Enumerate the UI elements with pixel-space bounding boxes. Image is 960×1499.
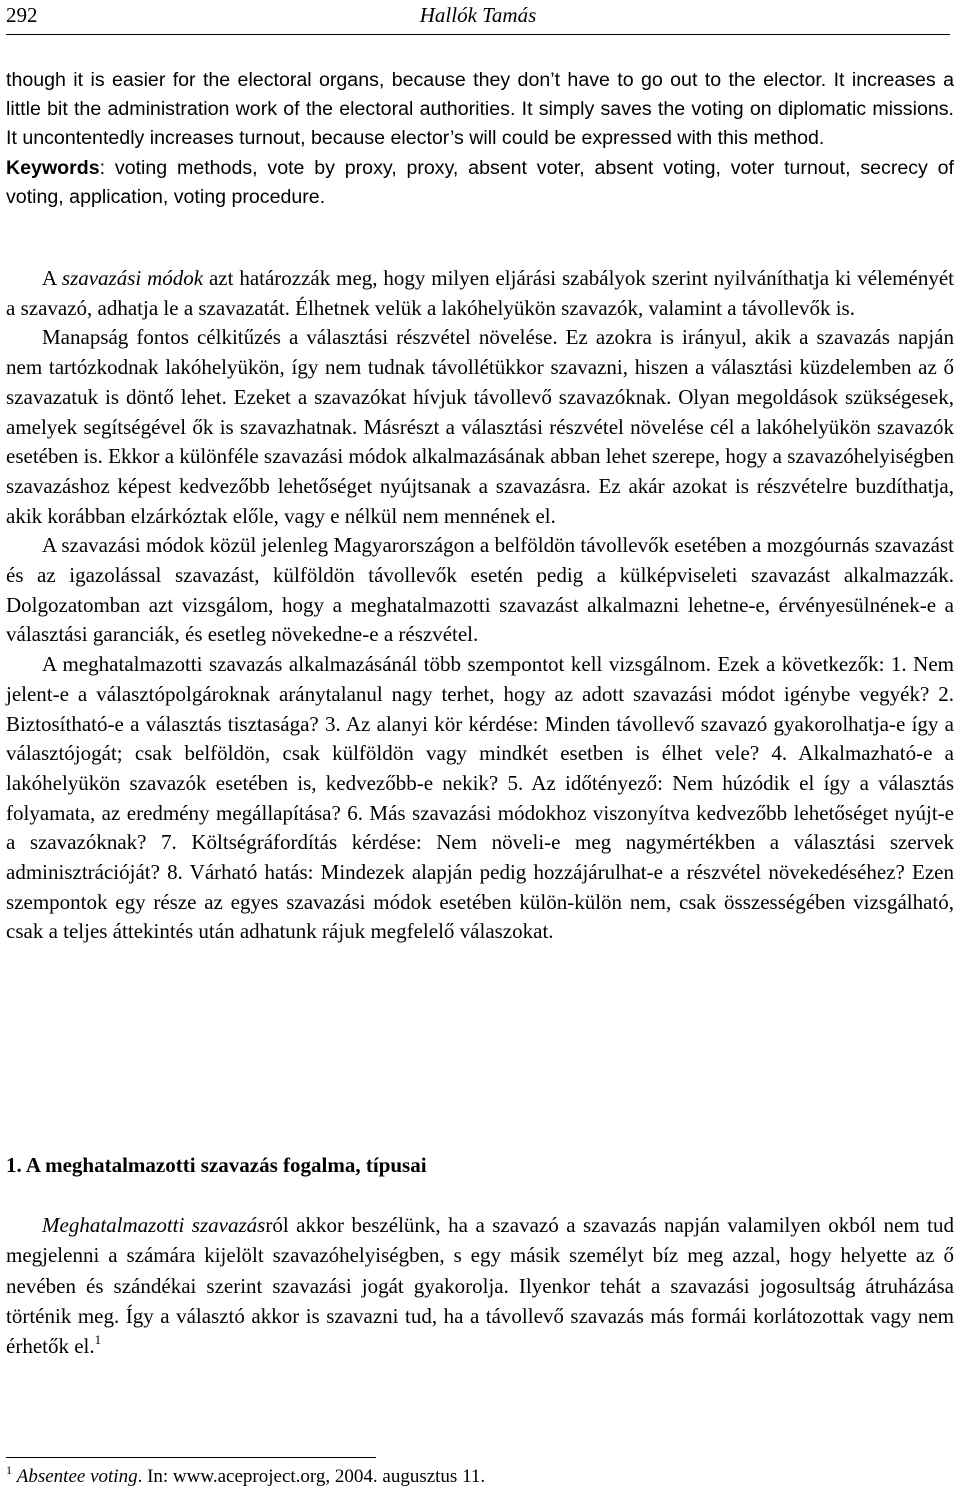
paragraph-4: A meghatalmazotti szavazás alkalmazásánál több szempontot kell vizsgálnom. Ezek a következők: 1. Nem jelent-e a választópolgároknak aránytalanul nagy terhet, hogy az adott szavazási módot igénybe vegyék? 2. Biztosítható-e a választás tisztasága? 3. Az alanyi kör kérdése: Minden távollevő szavazó gyakorolhatja-e így a választójogát; csak belföldön, csak külföldön vagy mindkét esetben is élhet vele? 4. Alkalmazható-e a lakóhelyükön szavazók esetében is, kedvezőbb-e nekik? 5. Az időtényező: Nem húzódik el így a választás folyamata, az eredmény megállapítása? 6. Más szavazási módokhoz viszonyítva kedvezőbb lehetőséget nyújt-e a szavazóknak? 7. Költségráfordítás kérdése: Nem növeli-e meg nagymértékben a választási szervek adminisztrációját? 8. Várható hatás: Mindezek alapján pedig hozzájárulhat-e a részvétel növekedéséhez? Ezen szempontok egy része az egyes szavazási módok esetében külön-külön nem, csak összességében vizsgálható, csak a teljes áttekintés után adhatunk rájuk megfelelő válaszokat.	[6, 652, 954, 944]
footnote-title: Absentee voting	[16, 1466, 138, 1487]
keywords	[6, 154, 954, 212]
main-text	[6, 264, 954, 947]
section-term: Meghatalmazotti szavazás	[42, 1213, 266, 1237]
running-author: Hallók Tamás	[419, 3, 537, 27]
paragraph-2: Manapság fontos célkitűzés a választási részvétel növelése. Ez azokra is irányul, akik a szavazás napján nem tartózkodnak lakóhelyükön, így nem tudnak távollétükkor szavazni, hiszen a választási küzdelemben az ő szavazatuk is döntő lehet. Ezeket a szavazókat hívjuk távollevő szavazóknak. Olyan megoldások szükségesek, amelyek segítségével ők is szavazhatnak. Másrészt a választási részvétel növelése cél a lakóhelyükön szavazók esetében is. Ekkor a különféle szavazási módok alkalmazásának abban lehet szerepe, hogy a szavazóhelyiségben szavazáshoz képest kedvezőbb lehetőséget nyújtsanak a szavazásra. Ez akár azokat is részvételre buzdíthatja, akik korábban elzárkóztak előle, vagy e nélkül nem mennének el.	[6, 325, 954, 528]
footnote	[6, 1464, 485, 1490]
paragraph-1-start: A	[42, 266, 62, 290]
paragraph-3: A szavazási módok közül jelenleg Magyarországon a belföldön távollevők esetében a mozgóurnás szavazást és az igazolással szavazást, külföldön távollevők esetén pedig a külképviseleti szavazást alkalmazzák. Dolgozatomban azt vizsgálom, hogy a meghatalmazotti szavazást alkalmazni lehetne-e, érvényesülnének-e a választási garanciák, és esetleg növekedne-e a részvétel.	[6, 533, 954, 647]
section-paragraph-rest: ról akkor beszélünk, ha a szavazó a szavazás napján valamilyen okból nem tud megjelenni a számára kijelölt szavazóhelyiségben, s egy másik személyt bíz meg azzal, hogy helyette az ő nevében és szándékai szerint szavazási jogát gyakorolja. Ilyenkor tehát a szavazási jogosultság átruházása történik meg. Így a választó akkor is szavazni tud, ha a távollevő szavazás más formái korlátozottak vagy nem érhetők el.	[6, 1213, 954, 1359]
paragraph-1	[6, 264, 954, 323]
keywords-label: Keywords	[6, 156, 100, 179]
english-abstract	[6, 66, 954, 212]
footnote-separator	[6, 1457, 376, 1458]
paragraph-1-rest: azt határozzák meg, hogy milyen eljárási szabályok szerint nyilváníthatja ki véleményét a szavazó, adhatja le a szavazatát. Élhetnek velük a lakóhelyükön szavazók, valamint a távollevők is.	[6, 266, 954, 320]
abstract-text: though it is easier for the electoral organs, because they don’t have to go out to the elector. It increases a little bit the administration work of the electoral authorities. It simply saves the voting on diplomatic missions. It uncontentedly increases turnout, because elector’s will could be expressed with this method.	[6, 69, 954, 150]
section-paragraph-1	[6, 1210, 954, 1361]
footnote-mark: 1	[6, 1463, 12, 1477]
page-number: 292	[6, 3, 38, 27]
paragraph-1-term: szavazási módok	[61, 266, 204, 290]
running-header	[6, 0, 950, 35]
section-text	[6, 1210, 954, 1361]
footnote-reference[interactable]: 1	[94, 1332, 102, 1348]
section-heading: 1. A meghatalmazotti szavazás fogalma, típusai	[6, 1153, 427, 1177]
keywords-text: : voting methods, vote by proxy, proxy, absent voter, absent voting, voter turnout, secrecy of voting, application, voting procedure.	[6, 156, 954, 208]
footnote-source: . In: www.aceproject.org, 2004. augusztus 11.	[137, 1466, 486, 1487]
